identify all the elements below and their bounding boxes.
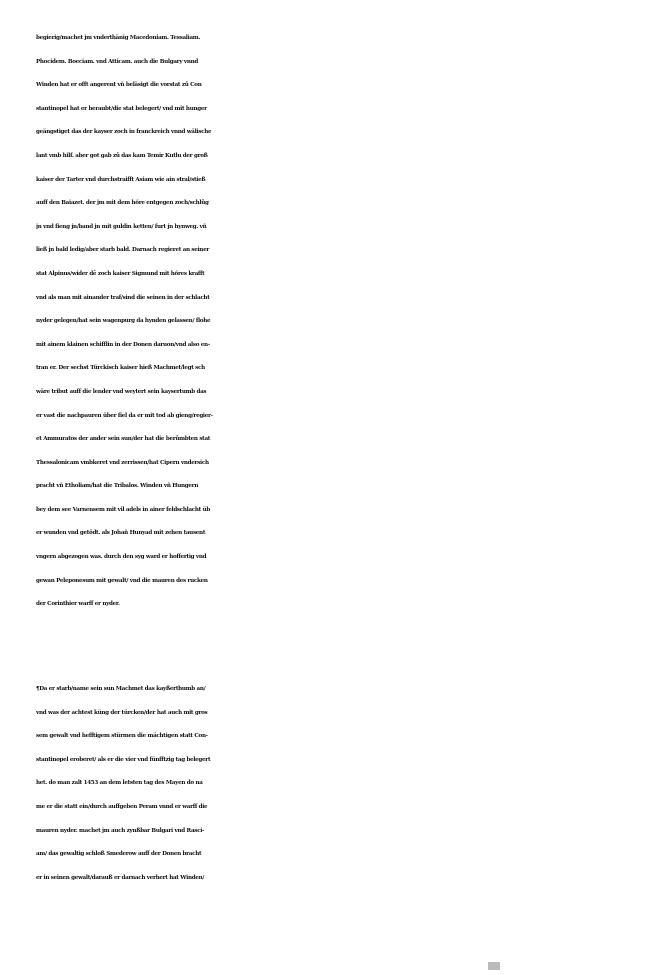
text-line: ¶Da er starb/name sein sun Machmet das kayßerthumb an/: [36, 686, 206, 692]
text-line: geängstiget das der kayser zoch in franckreich vnnd wälische: [36, 129, 212, 136]
text-line: vnd was der achtest küng der türcken/der hat auch mit gros: [36, 709, 208, 716]
ink-smudge: [488, 962, 500, 970]
text-line: bey dem see Varnensem mit vil adels in ainer feldschlacht üb: [36, 506, 210, 513]
text-line: Phocidem. Boeciam. vnd Atticam. auch die Bulgary vnnd: [36, 58, 199, 65]
paragraph-1: [36, 27, 616, 617]
text-line: gewan Peleponesum mit gewalt/ vnd die mauren des rucken: [36, 577, 208, 584]
text-line: vnd als man mit ainander traf/sind die seinen in der schlacht: [36, 294, 210, 301]
text-line: auff den Baiazet. der jm mit dem hőre entgegen zoch/schlůg: [36, 200, 209, 207]
text-line: nyder gelegen/hat sein wagenpurg da hynden gelassen/ flohe: [36, 318, 211, 325]
text-line: ließ jn bald ledig/aber starb bald. Darnach regieret an seiner: [36, 247, 209, 254]
text-line: Thessalonicam vmbkeret vnd zerrissen/hat Cipern vndersich: [36, 459, 209, 466]
text-line: et Ammuratos der ander sein sun/der hat die berůmbten stat: [36, 436, 211, 443]
text-line: der Corinthier warff er nyder.: [36, 601, 120, 608]
text-line: stat Alpinus/wider dē zoch kaiser Sigmund mit hőres krafft: [36, 270, 205, 277]
text-line: stantinopel eroberet/ als er die vier vnd fünfftzig tag belegert: [36, 756, 211, 763]
text-line: vngern abgezogen was. durch den syg ward er hoffertig vnd: [36, 554, 207, 561]
text-line: mauren nyder. machet jm auch zynßbar Bulgari vnd Rasci-: [36, 827, 205, 834]
text-line: lant vmb hilf. aber got gab zů das kam Temir Kutlu der groß: [36, 152, 208, 159]
text-line: er wunden vnd getődt. als Johañ Hunyad mit zehen tausent: [36, 530, 206, 537]
text-line: begierig/machet jm vnderthänig Macedoniam. Tessaliam.: [36, 35, 201, 41]
text-line: sem gewalt vnd hefftigem stürmen die mächtigen statt Con-: [36, 733, 208, 740]
text-line: pracht vñ Etholiam/hat die Tribalos. Winden vñ Hungern: [36, 483, 199, 490]
text-line: wäre tribut auff die lender vnd weytert sein kaysertumb das: [36, 388, 207, 395]
text-line: het. do man zalt 1453 an dem letsten tag des Mayen do na: [36, 780, 203, 787]
text-line: mit ainem klainen schifflin in der Donen daruon/vnd also en-: [36, 341, 210, 348]
text-line: er vast die nachpauren über fiel da er mit tod ab gieng/regier-: [36, 412, 213, 419]
text-line: me er die statt ein/durch auffgeben Peram vnnd er warff die: [36, 803, 208, 810]
paragraph-2: [36, 678, 616, 890]
text-line: kaiser der Tarter vnd durchstraifft Asiam wie ain stral/stieß: [36, 176, 206, 183]
text-line: stantinopel hat er beraubt/die stat belegert/ vnd mit hunger: [36, 105, 207, 112]
text-line: jn vnd fieng jn/band jn mit guldin ketten/ furt jn hynweg. vñ: [36, 223, 207, 230]
text-line: am/ das gewaltig schloß Smederow auff der Donen bracht: [36, 851, 202, 858]
text-line: Winden hat er offt angerent vñ beläsigt die vorstat zů Con: [36, 82, 202, 89]
text-line: tran er. Der sechst Türckisch kaiser hieß Machmet/legt sch: [36, 365, 205, 372]
text-line: er in seinen gewalt/darauß er darnach verhert hat Winden/: [36, 874, 205, 881]
